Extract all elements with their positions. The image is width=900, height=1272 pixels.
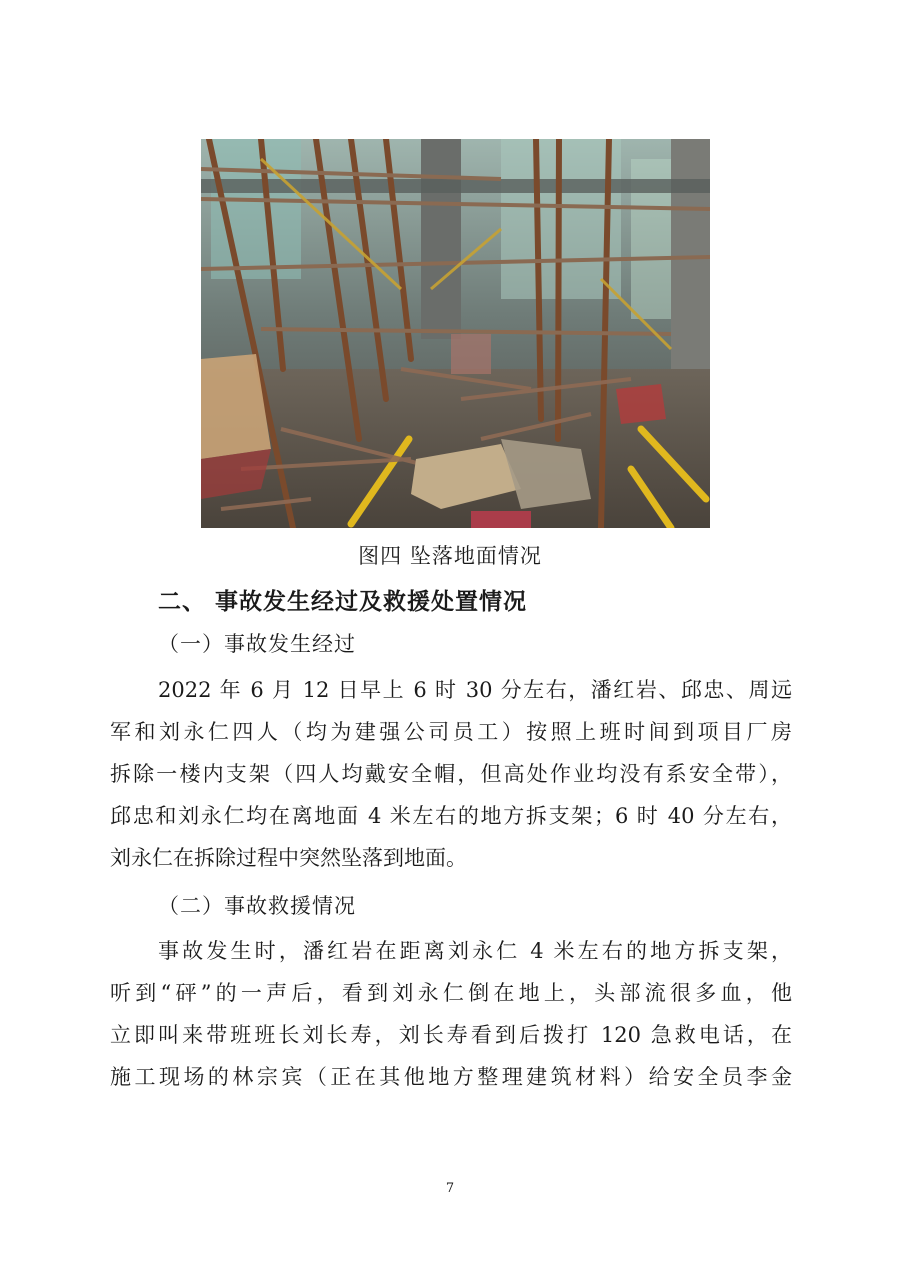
text-line: 事故发生时，潘红岩在距离刘永仁 4 米左右的地方拆支架， (158, 939, 792, 963)
subsection-heading-accident-process: （一）事故发生经过 (158, 632, 356, 656)
paragraph-rescue (110, 930, 792, 1098)
section-heading: 二、 事故发生经过及救援处置情况 (158, 589, 528, 615)
subsection-heading-rescue: （二）事故救援情况 (158, 894, 356, 918)
text-line: 2022 年 6 月 12 日早上 6 时 30 分左右，潘红岩、邱忠、周远 (158, 678, 792, 702)
figure-caption: 图四 坠落地面情况 (358, 544, 542, 568)
text-line: 听到“砰”的一声后，看到刘永仁倒在地上，头部流很多血，他 (110, 981, 792, 1005)
text-line: 军和刘永仁四人（均为建强公司员工）按照上班时间到项目厂房 (110, 720, 792, 744)
accident-scene-photo (201, 139, 710, 528)
text-line: 施工现场的林宗宾（正在其他地方整理建筑材料）给安全员李金 (110, 1065, 792, 1089)
page-number: 7 (445, 1181, 455, 1196)
text-line: 刘永仁在拆除过程中突然坠落到地面。 (110, 846, 467, 870)
text-line: 立即叫来带班班长刘长寿，刘长寿看到后拨打 120 急救电话，在 (110, 1023, 792, 1047)
text-line: 邱忠和刘永仁均在离地面 4 米左右的地方拆支架；6 时 40 分左右， (110, 804, 792, 828)
text-line: 拆除一楼内支架（四人均戴安全帽，但高处作业均没有系安全带）， (110, 762, 792, 786)
paragraph-accident-process (110, 669, 792, 879)
